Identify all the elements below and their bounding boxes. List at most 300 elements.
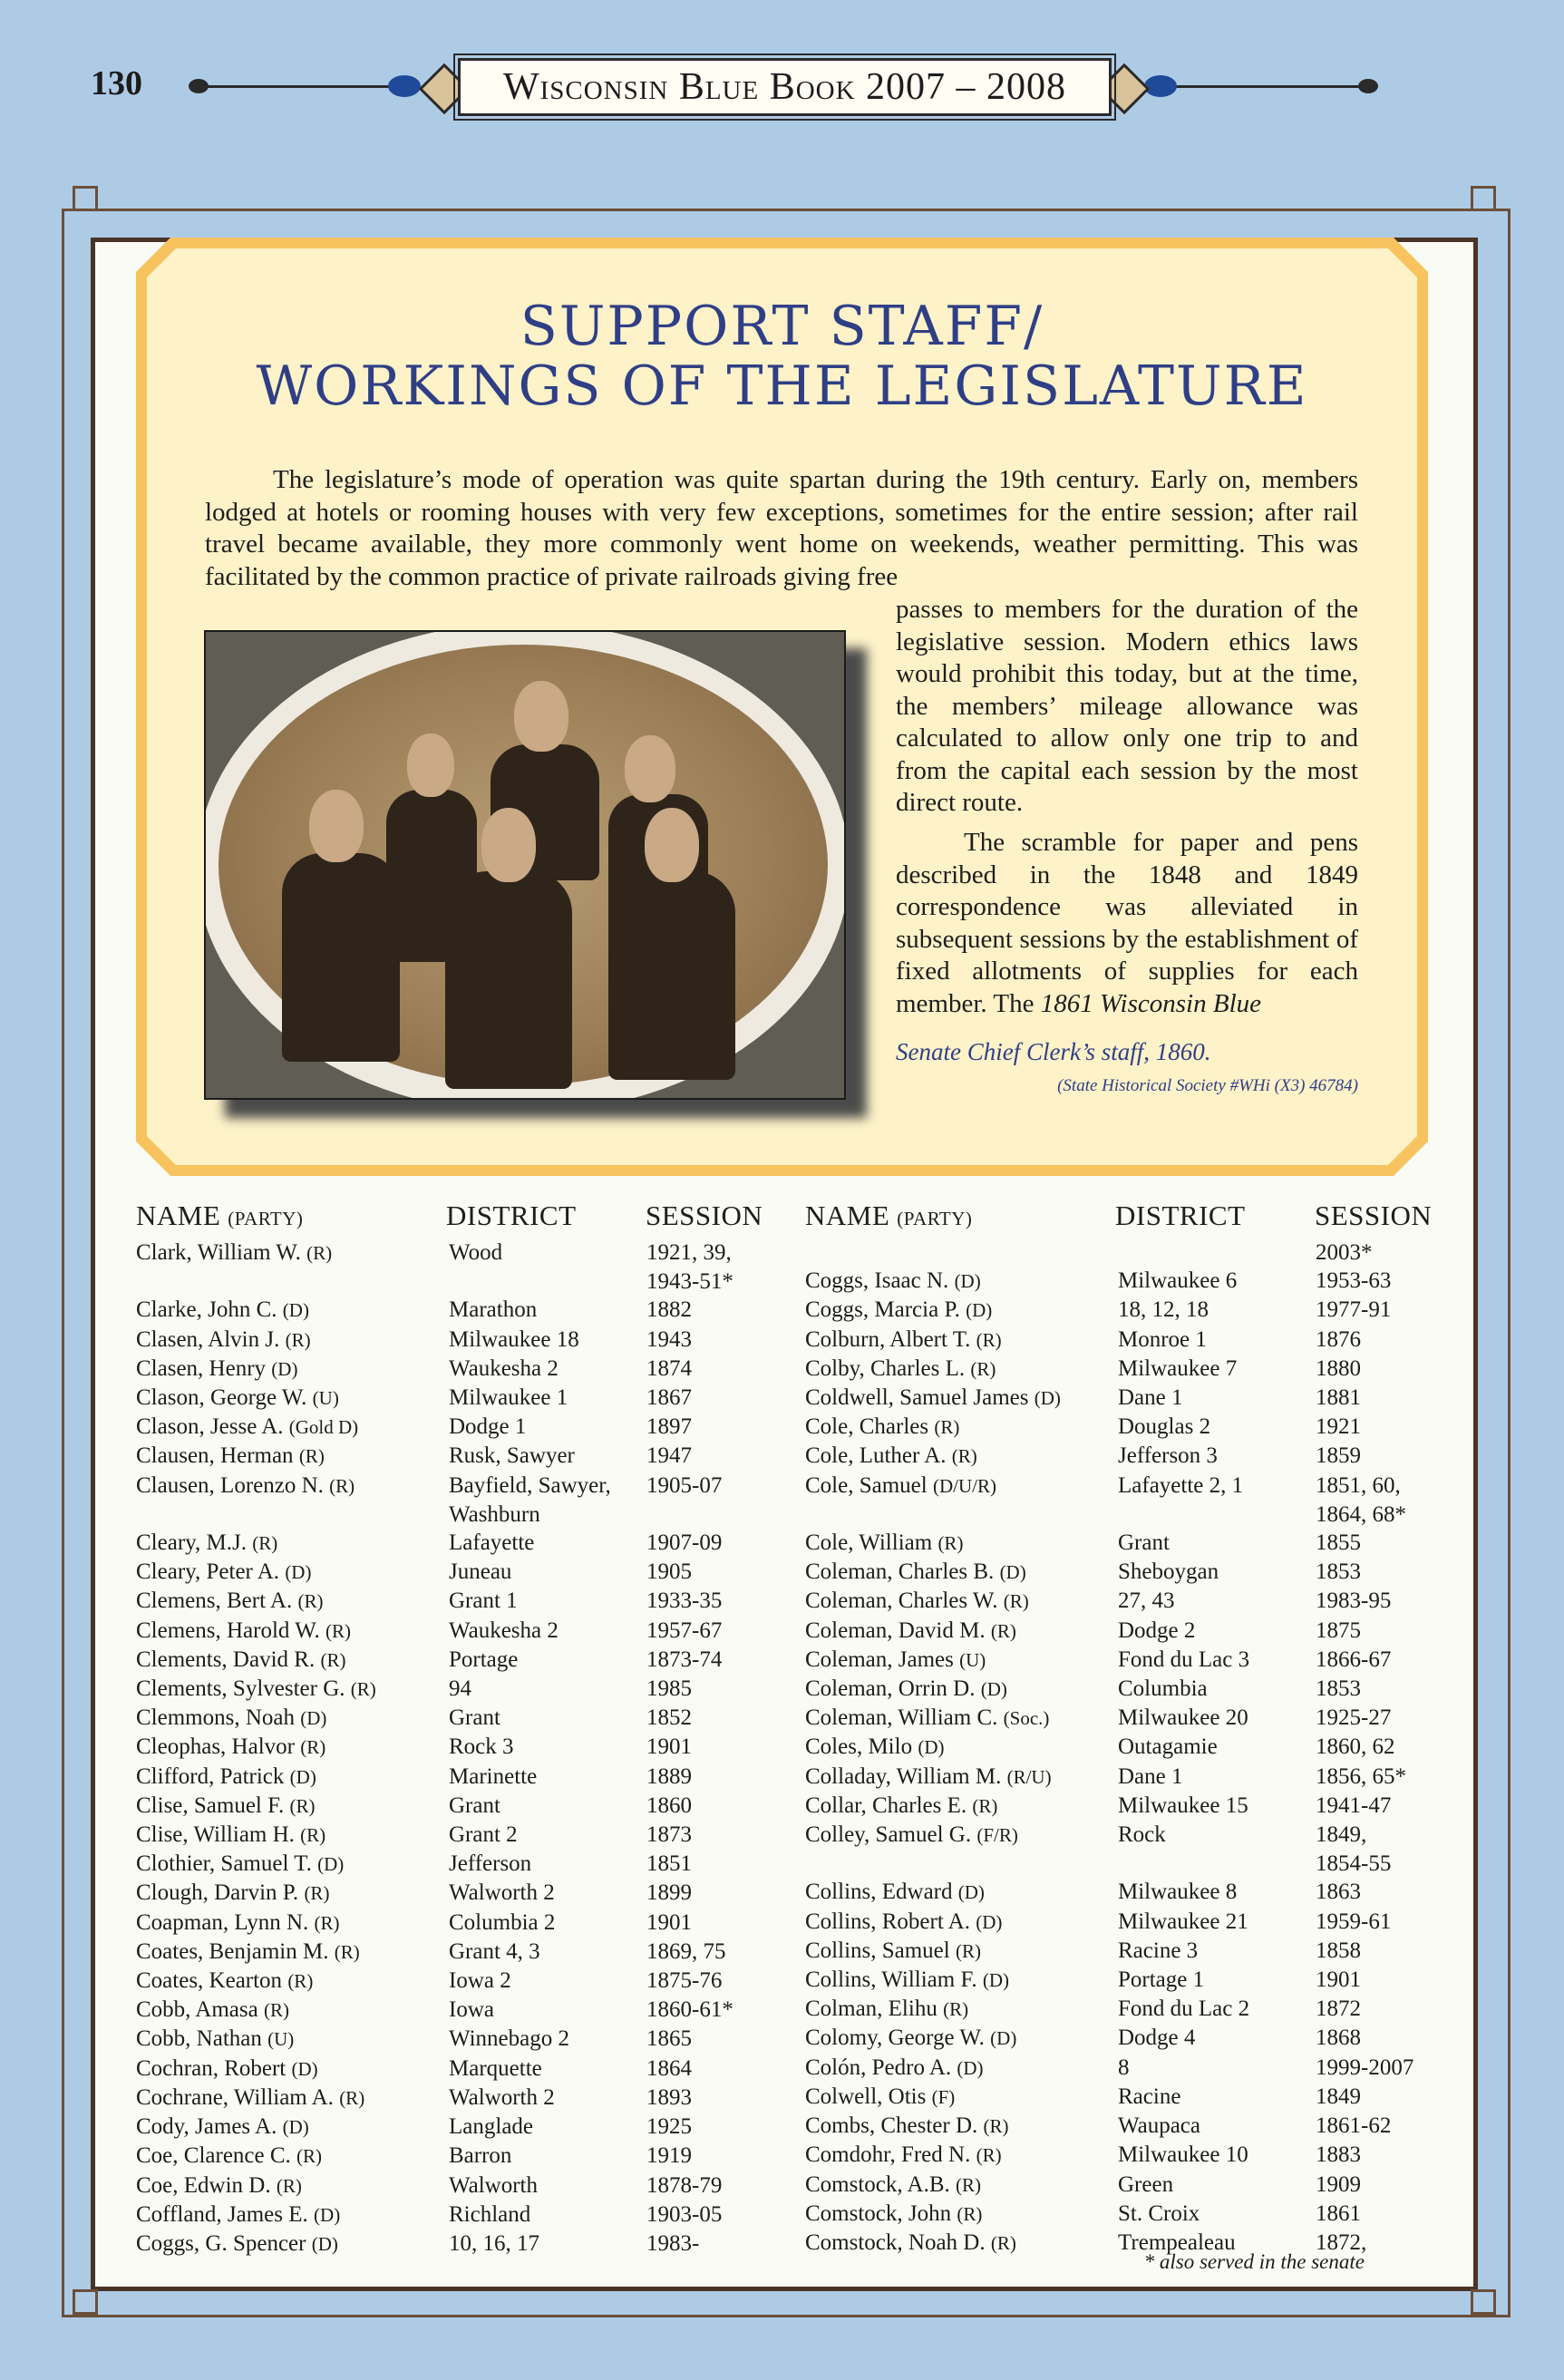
table-row — [805, 1937, 1461, 1966]
figure-body — [445, 871, 572, 1089]
district-cell: Waukesha 2 — [449, 1355, 559, 1381]
left-legislator-table — [136, 1239, 792, 2259]
session-cell: 1977-91 — [1316, 1297, 1392, 1323]
photo-caption: Senate Chief Clerk’s staff, 1860. — [896, 1038, 1211, 1065]
session-cell: 1873 — [646, 1822, 692, 1848]
legislator-name-cell — [805, 2229, 1118, 2258]
right-session-header: SESSION — [1315, 1200, 1433, 1231]
party-affiliation: (D) — [957, 1881, 985, 1904]
session-cell: 2003* — [1316, 1240, 1373, 1265]
legislator-name: Clemmons, Noah — [136, 1705, 295, 1731]
party-affiliation: (R) — [937, 1532, 964, 1555]
session-cell — [646, 1501, 792, 1529]
party-affiliation: (R) — [329, 1474, 355, 1497]
session-cell: 1852 — [646, 1705, 692, 1731]
district-cell: Columbia 2 — [449, 1909, 556, 1935]
session-cell: 1893 — [646, 2084, 692, 2110]
session-cell: 1864, 68* — [1316, 1501, 1406, 1527]
legislator-name-cell — [136, 1355, 449, 1384]
legislator-name: Coggs, G. Spencer — [136, 2230, 306, 2256]
party-affiliation: (R) — [300, 1824, 326, 1847]
party-affiliation: (R) — [306, 1242, 333, 1264]
session-cell: 1901 — [646, 1734, 692, 1760]
legislator-name: Colladay, William M. — [805, 1763, 1002, 1789]
district-cell — [1118, 1501, 1316, 1529]
legislator-name: Colón, Pedro A. — [805, 2055, 952, 2080]
session-cell: 1849 — [1316, 2084, 1361, 2109]
table-row — [136, 1617, 792, 1646]
district-cell: Dodge 1 — [449, 1414, 527, 1440]
legislator-name-cell — [136, 1413, 449, 1442]
district-cell: Outagamie — [1118, 1734, 1218, 1760]
legislator-name: Cleary, Peter A. — [136, 1559, 280, 1585]
legislator-name-cell — [136, 1239, 449, 1268]
legislator-name-cell — [136, 2113, 449, 2142]
table-row — [136, 1501, 792, 1529]
party-affiliation: (U) — [267, 2028, 295, 2051]
legislator-name: Colby, Charles L. — [805, 1355, 966, 1381]
legislator-name: Coapman, Lynn N. — [136, 1909, 309, 1935]
legislator-name-cell — [805, 2200, 1118, 2229]
table-row — [805, 1239, 1461, 1267]
session-cell: 1919 — [646, 2143, 692, 2169]
table-row — [805, 1413, 1461, 1442]
party-affiliation: (D) — [1034, 1387, 1061, 1410]
legislator-name-cell — [805, 1355, 1118, 1384]
table-row — [805, 1355, 1461, 1384]
legislator-name-cell — [136, 2229, 449, 2259]
district-cell: Grant — [1118, 1530, 1170, 1556]
party-affiliation: (R) — [289, 1794, 316, 1817]
party-affiliation: (Gold D) — [288, 1416, 359, 1439]
party-affiliation: (R) — [990, 2231, 1016, 2254]
session-cell: 1957-67 — [646, 1617, 723, 1643]
table-row — [805, 1821, 1461, 1850]
party-affiliation: (R) — [934, 1416, 960, 1439]
session-cell: 1872, — [1316, 2229, 1367, 2255]
table-row — [805, 2112, 1461, 2141]
legislator-name: Coe, Edwin D. — [136, 2172, 271, 2198]
table-row — [136, 1879, 792, 1908]
legislator-name: Cochran, Robert — [136, 2055, 287, 2081]
legislator-name: Coleman, Charles B. — [805, 1559, 995, 1585]
header-oval-left — [388, 75, 421, 97]
legislator-name: Cole, Charles — [805, 1414, 929, 1440]
district-cell: Milwaukee 15 — [1118, 1792, 1248, 1818]
legislator-name: Clifford, Patrick — [136, 1763, 285, 1789]
district-cell: Walworth — [449, 2172, 538, 2198]
party-affiliation: (U) — [312, 1387, 339, 1410]
photo-credit: (State Historical Society #WHi (X3) 46784) — [1057, 1076, 1358, 1095]
session-cell: 1941-47 — [1316, 1792, 1392, 1818]
legislator-name: Coates, Kearton — [136, 1968, 283, 1994]
session-cell: 1861 — [1316, 2200, 1361, 2226]
legislator-name: Clothier, Samuel T. — [136, 1851, 312, 1877]
district-cell: Rock — [1118, 1822, 1166, 1848]
table-row — [805, 1675, 1461, 1704]
table-row — [136, 1646, 792, 1675]
legislator-name-cell — [136, 1558, 449, 1587]
legislator-name: Clason, George W. — [136, 1385, 307, 1411]
legislator-name: Coffland, James E. — [136, 2201, 308, 2227]
table-row — [136, 1850, 792, 1879]
legislator-name: Coleman, James — [805, 1647, 954, 1672]
district-cell: Milwaukee 20 — [1118, 1705, 1248, 1731]
party-affiliation: (R) — [983, 2115, 1009, 2138]
session-cell: 1985 — [646, 1676, 692, 1702]
legislator-name-cell — [136, 1529, 449, 1558]
session-cell: 1863 — [1316, 1880, 1361, 1905]
session-cell: 1853 — [1316, 1676, 1361, 1702]
party-affiliation: (D) — [980, 1678, 1007, 1701]
party-affiliation: (D) — [966, 1299, 993, 1322]
legislator-name-cell — [136, 1733, 449, 1762]
district-cell: Dodge 2 — [1118, 1617, 1196, 1643]
left-district-header: DISTRICT — [446, 1200, 577, 1231]
table-row — [136, 1472, 792, 1501]
legislator-name-cell — [805, 1878, 1118, 1907]
table-row — [136, 2142, 792, 2171]
session-cell: 1925-27 — [1316, 1705, 1392, 1731]
table-row — [136, 2171, 792, 2200]
party-affiliation: (R/U) — [1006, 1765, 1052, 1788]
legislator-name: Colburn, Albert T. — [805, 1326, 971, 1352]
legislator-name-cell — [136, 2142, 449, 2171]
session-cell: 1866-67 — [1316, 1647, 1392, 1672]
district-cell: Fond du Lac 3 — [1118, 1647, 1250, 1672]
party-header-label: (PARTY) — [228, 1208, 304, 1229]
district-cell: Portage 1 — [1118, 1967, 1205, 1993]
paragraph-1-continued — [896, 594, 1358, 820]
session-cell: 1943 — [646, 1326, 692, 1352]
district-cell: Rusk, Sawyer — [449, 1443, 575, 1469]
district-cell: Jefferson — [449, 1851, 532, 1877]
header-rule-left — [195, 85, 390, 88]
session-cell: 1874 — [646, 1355, 692, 1381]
session-cell: 1983- — [646, 2230, 700, 2256]
district-cell: Monroe 1 — [1118, 1326, 1207, 1352]
legislator-name-cell — [805, 2112, 1118, 2141]
session-cell: 1875-76 — [646, 1968, 723, 1994]
legislator-name: Cole, Luther A. — [805, 1443, 947, 1469]
legislator-name: Collar, Charles E. — [805, 1792, 967, 1818]
legislator-name: Comdohr, Fred N. — [805, 2142, 971, 2168]
table-row — [805, 2200, 1461, 2229]
table-row — [136, 1326, 792, 1355]
district-cell: 94 — [449, 1676, 471, 1702]
table-row — [136, 1996, 792, 2025]
district-cell: Green — [1118, 2171, 1174, 2197]
legislator-name-cell — [136, 1938, 449, 1967]
session-cell: 1875 — [1316, 1617, 1361, 1643]
party-affiliation: (D) — [982, 1969, 1010, 1992]
party-affiliation: (D) — [954, 1270, 981, 1293]
table-row — [805, 2171, 1461, 2200]
party-affiliation: (D) — [271, 1357, 298, 1380]
frame-corner-bl — [73, 2289, 98, 2315]
party-affiliation: (D) — [990, 2027, 1017, 2050]
legislator-name-cell — [805, 2141, 1118, 2170]
session-cell: 1983-95 — [1316, 1588, 1392, 1614]
table-row — [805, 1442, 1461, 1471]
legislator-name: Clausen, Herman — [136, 1443, 294, 1469]
table-row — [136, 1529, 792, 1558]
district-cell: Milwaukee 8 — [1118, 1880, 1238, 1905]
party-affiliation: (U) — [959, 1648, 986, 1671]
legislator-name-cell — [136, 1326, 449, 1355]
legislator-name-cell — [805, 1442, 1118, 1471]
district-cell: 18, 12, 18 — [1118, 1297, 1209, 1323]
paragraph-1 — [205, 464, 1358, 593]
legislator-name-cell — [805, 1239, 1118, 1267]
legislator-name-cell — [136, 1587, 449, 1616]
table-row — [136, 2025, 792, 2054]
district-cell: Milwaukee 6 — [1118, 1268, 1238, 1294]
session-cell: 1905 — [646, 1559, 692, 1585]
session-cell: 1854-55 — [1316, 1851, 1392, 1877]
right-name-header — [805, 1200, 972, 1232]
legislator-name-cell — [805, 1937, 1118, 1966]
table-row — [136, 1413, 792, 1442]
legislator-name-cell — [136, 1909, 449, 1938]
figure-head — [407, 733, 454, 797]
session-cell: 1851, 60, — [1316, 1472, 1401, 1498]
district-cell: Winnebago 2 — [449, 2026, 569, 2052]
table-row — [805, 1296, 1461, 1325]
session-cell: 1855 — [1316, 1530, 1361, 1556]
party-affiliation: (R) — [287, 1970, 314, 1993]
legislator-name: Clason, Jesse A. — [136, 1414, 284, 1440]
party-affiliation: (R) — [296, 2145, 323, 2168]
district-cell: 27, 43 — [1118, 1588, 1175, 1614]
district-cell: Walworth 2 — [449, 1880, 555, 1906]
figure-body — [608, 871, 735, 1080]
legislator-name: Colley, Samuel G. — [805, 1822, 972, 1848]
session-cell: 1907-09 — [646, 1530, 723, 1556]
session-cell: 1921, 39, — [646, 1240, 732, 1265]
session-cell: 1860, 62 — [1316, 1734, 1395, 1760]
table-row — [136, 2084, 792, 2113]
paragraph-2 — [896, 827, 1358, 1020]
session-cell: 1859 — [1316, 1443, 1361, 1469]
session-cell: 1947 — [646, 1443, 692, 1469]
legislator-name: Clarke, John C. — [136, 1297, 277, 1323]
table-row — [805, 1646, 1461, 1675]
party-affiliation: (R) — [304, 1882, 330, 1905]
session-cell: 1909 — [1316, 2171, 1361, 2197]
legislator-name-cell — [136, 2025, 449, 2054]
session-cell: 1880 — [1316, 1355, 1361, 1381]
district-cell: Marinette — [449, 1763, 538, 1789]
legislator-name: Collins, William F. — [805, 1967, 977, 1993]
party-affiliation: (R) — [972, 1794, 998, 1817]
session-cell: 1867 — [646, 1385, 692, 1411]
legislator-name-cell — [805, 1704, 1118, 1733]
legislator-name: Coldwell, Samuel James — [805, 1385, 1029, 1411]
table-row — [805, 1529, 1461, 1558]
legislator-name-cell — [805, 1587, 1118, 1616]
legislator-name-cell — [136, 1384, 449, 1413]
legislator-name: Colman, Elihu — [805, 1996, 937, 2022]
paragraph-1-wrap-text: passes to members for the duration of the legislative session. Modern ethics laws would prohibit this today, but at the time, the members’ mileage allowance was calculated to allow only one trip to and from the capital each session by the most direct route. — [896, 595, 1358, 817]
session-cell: 1876 — [1316, 1326, 1361, 1352]
party-affiliation: (R) — [314, 1911, 340, 1934]
session-cell: 1856, 65* — [1316, 1763, 1406, 1789]
session-cell: 1901 — [1316, 1967, 1361, 1993]
legislator-name-cell — [805, 1472, 1118, 1501]
legislator-name: Coles, Milo — [805, 1734, 913, 1760]
table-row — [136, 1909, 792, 1938]
legislator-name: Clausen, Lorenzo N. — [136, 1472, 324, 1498]
table-row — [805, 2141, 1461, 2170]
legislator-name-cell — [136, 1675, 449, 1704]
session-cell: 1860-61* — [646, 1997, 733, 2023]
legislator-name-cell — [805, 1558, 1118, 1587]
session-cell: 1953-63 — [1316, 1268, 1392, 1294]
legislator-name-cell — [805, 1763, 1118, 1792]
district-cell: Milwaukee 10 — [1118, 2142, 1248, 2168]
legislator-name: Colwell, Otis — [805, 2084, 927, 2109]
district-cell: Trempealeau — [1118, 2229, 1236, 2255]
footnote: * also served in the senate — [1143, 2250, 1365, 2273]
party-affiliation: (D) — [314, 2203, 341, 2226]
party-affiliation: (F/R) — [976, 1824, 1018, 1847]
header-rule-right — [1174, 85, 1369, 88]
session-cell: 1925 — [646, 2114, 692, 2140]
party-affiliation: (D) — [976, 1910, 1003, 1933]
session-cell: 1897 — [646, 1414, 692, 1440]
feature-title-line2: WORKINGS OF THE LEGISLATURE — [256, 355, 1308, 418]
legislator-name-cell — [805, 1296, 1118, 1325]
table-row — [805, 1326, 1461, 1355]
table-row — [136, 2229, 792, 2259]
party-affiliation: (D) — [918, 1736, 945, 1759]
table-row — [805, 1966, 1461, 1995]
legislator-name: Cole, William — [805, 1530, 933, 1556]
table-row — [805, 1704, 1461, 1733]
district-cell: Milwaukee 1 — [449, 1385, 568, 1411]
table-row — [136, 1296, 792, 1325]
session-cell: 1999-2007 — [1316, 2055, 1414, 2080]
table-row — [805, 1267, 1461, 1296]
party-affiliation: (F) — [931, 2085, 956, 2108]
table-row — [805, 2083, 1461, 2112]
legislator-name-cell — [136, 1646, 449, 1675]
session-cell: 1849, — [1316, 1822, 1367, 1848]
legislator-name-cell — [805, 1792, 1118, 1821]
left-session-header: SESSION — [646, 1200, 763, 1231]
legislator-name-cell — [136, 1967, 449, 1996]
party-affiliation: (R) — [252, 1532, 278, 1555]
table-row — [136, 1763, 792, 1792]
table-row — [136, 1587, 792, 1616]
legislator-name: Clise, Samuel F. — [136, 1792, 285, 1818]
legislator-name-cell — [136, 1704, 449, 1733]
district-cell: Marquette — [449, 2055, 542, 2081]
district-cell: Barron — [449, 2143, 512, 2169]
session-cell: 1878-79 — [646, 2172, 723, 2198]
legislator-name-cell — [136, 1501, 449, 1529]
district-cell: Iowa 2 — [449, 1968, 511, 1994]
district-cell: Milwaukee 18 — [449, 1326, 579, 1352]
party-affiliation: (R) — [300, 1736, 326, 1759]
legislator-name: Clemens, Harold W. — [136, 1617, 320, 1643]
district-cell: Waukesha 2 — [449, 1617, 559, 1643]
session-cell: 1869, 75 — [646, 1938, 726, 1964]
district-cell: Rock 3 — [449, 1734, 514, 1760]
party-affiliation: (D) — [957, 2056, 984, 2079]
party-affiliation: (R) — [990, 1619, 1016, 1642]
district-cell: 8 — [1118, 2055, 1130, 2080]
party-affiliation: (D) — [282, 2116, 309, 2139]
legislator-name: Clark, William W. — [136, 1240, 301, 1265]
legislator-name: Comstock, John — [805, 2200, 952, 2226]
legislator-name-cell — [136, 1996, 449, 2025]
legislator-name: Clements, David R. — [136, 1647, 316, 1672]
legislator-name: Coggs, Isaac N. — [805, 1268, 949, 1294]
legislator-name-cell — [805, 2083, 1118, 2112]
paragraph-2-text — [896, 827, 1358, 1020]
district-cell: Dane 1 — [1118, 1385, 1183, 1411]
table-row — [805, 1384, 1461, 1413]
header-dot-left — [189, 79, 209, 93]
district-cell: Grant — [449, 1792, 500, 1818]
legislator-name-cell — [136, 2171, 449, 2200]
legislator-name: Combs, Chester D. — [805, 2113, 978, 2139]
party-affiliation: (R) — [297, 1590, 324, 1613]
historical-photo — [204, 630, 846, 1100]
legislator-name: Coleman, Orrin D. — [805, 1676, 976, 1702]
frame-corner-tr — [1471, 186, 1496, 211]
table-row — [136, 1384, 792, 1413]
party-affiliation: (R) — [957, 2202, 983, 2225]
legislator-name: Clements, Sylvester G. — [136, 1676, 345, 1702]
table-row — [136, 1268, 792, 1296]
district-cell: St. Croix — [1118, 2200, 1200, 2226]
district-cell: Lafayette 2, 1 — [1118, 1472, 1244, 1498]
legislator-name-cell — [805, 2054, 1118, 2083]
party-affiliation: (R) — [263, 1999, 289, 2022]
session-cell: 1858 — [1316, 1938, 1361, 1963]
legislator-name-cell — [805, 1966, 1118, 1995]
legislator-name-cell — [136, 1268, 449, 1296]
party-affiliation: (D) — [291, 2057, 318, 2080]
legislator-name-cell — [805, 1646, 1118, 1675]
party-affiliation: (R) — [955, 1939, 981, 1962]
legislator-name-cell — [805, 1413, 1118, 1442]
district-cell: Grant 4, 3 — [449, 1938, 540, 1964]
table-row — [805, 1472, 1461, 1501]
legislator-name: Collins, Edward — [805, 1880, 953, 1905]
paragraph-1-text: The legislature’s mode of operation was quite spartan during the 19th century. Early on, members lodged at hotels or rooming houses with very few exceptions, sometimes for the entire session; after rail travel became available, they more commonly went home on weekends, weather permitting. This was facilitated by the common practice of private railroads giving free — [205, 465, 1358, 591]
legislator-name: Coe, Clarence C. — [136, 2143, 291, 2169]
table-row — [805, 1617, 1461, 1646]
district-cell: 10, 16, 17 — [449, 2230, 539, 2256]
right-district-header: DISTRICT — [1115, 1200, 1246, 1231]
legislator-name: Comstock, Noah D. — [805, 2229, 986, 2255]
legislator-name: Cleophas, Halvor — [136, 1734, 295, 1760]
session-cell: 1868 — [1316, 2025, 1361, 2051]
party-affiliation: (R) — [976, 2144, 1002, 2167]
legislator-name-cell — [136, 1792, 449, 1821]
legislator-name: Collins, Robert A. — [805, 1909, 970, 1934]
table-row — [136, 1821, 792, 1850]
legislator-name: Cobb, Amasa — [136, 1997, 258, 2023]
legislator-name-cell — [805, 1267, 1118, 1296]
session-cell: 1861-62 — [1316, 2113, 1392, 2139]
table-row — [805, 1908, 1461, 1937]
party-header-label: (PARTY) — [897, 1208, 973, 1229]
